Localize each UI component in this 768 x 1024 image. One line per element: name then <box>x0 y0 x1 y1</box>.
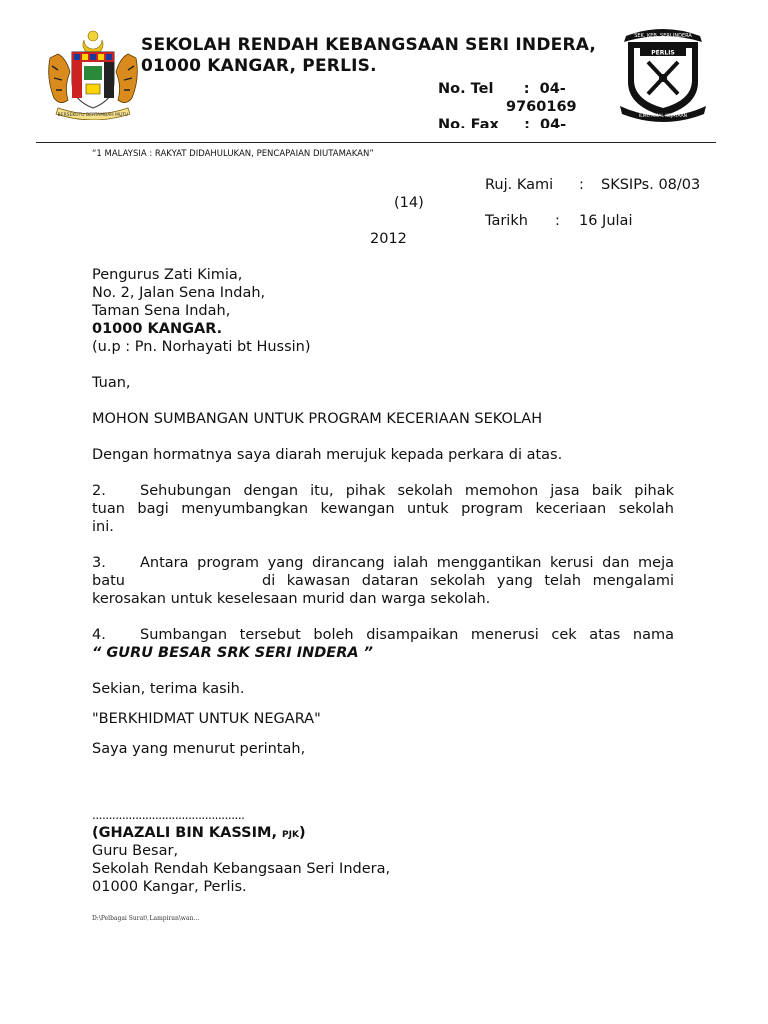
contact-block <box>438 80 580 128</box>
recipient-address <box>92 266 311 356</box>
recipient-line: No. 2, Jalan Sena Indah, <box>92 285 266 301</box>
fax-line: No. Fax : 04- <box>438 117 567 128</box>
school-crest-emblem <box>618 22 708 122</box>
paragraph-3-number: 3. <box>92 555 106 571</box>
school-name-line1: SEKOLAH RENDAH KEBANGSAAN SERI INDERA, <box>141 35 597 55</box>
recipient-line: Pengurus Zati Kimia, <box>92 267 243 283</box>
signatory-honorific: PJK <box>282 830 299 840</box>
tel-number: 9760169 <box>506 99 577 115</box>
signatory-school: Sekolah Rendah Kebangsaan Seri Indera, <box>92 861 391 877</box>
malaysia-coat-of-arms-emblem <box>44 28 142 120</box>
paragraph-3-word: batu <box>92 573 125 589</box>
date-label: Tarikh <box>485 213 528 229</box>
date-year: 2012 <box>370 231 407 247</box>
tel-label-line: No. Tel : 04- <box>438 81 566 97</box>
crest-top-text: SEK. KEB. SERI INDERA <box>634 33 692 39</box>
ruj-separator: : <box>579 177 584 193</box>
paragraph-2-line: Sehubungan dengan itu, pihak sekolah memohon jasa baik pihak <box>140 483 674 499</box>
salutation: Tuan, <box>92 375 131 391</box>
date-separator: : <box>555 213 560 229</box>
school-address-line2: 01000 KANGAR, PERLIS. <box>141 56 377 76</box>
cheque-payee: “ GURU BESAR SRK SERI INDERA ” <box>92 645 373 661</box>
motto-line: “1 MALAYSIA : RAKYAT DIDAHULUKAN, PENCAPAIAN DIUTAMAKAN” <box>92 149 374 159</box>
header-divider <box>36 142 716 143</box>
yours-faithfully: Saya yang menurut perintah, <box>92 741 306 757</box>
signature-line: .............................................. <box>92 808 245 822</box>
letter-subject: MOHON SUMBANGAN UNTUK PROGRAM KECERIAAN SEKOLAH <box>92 411 543 427</box>
signatory-name <box>92 824 306 844</box>
paragraph-3-line: Antara program yang dirancang ialah menggantikan kerusi dan meja <box>140 555 674 571</box>
crest-state-text: PERLIS <box>651 49 675 57</box>
file-path-footer: D:\Pelbagai Surat\ Lampiran\wan… <box>92 915 200 922</box>
svg-text:BERSEKUTU BERTAMBAH MUTU: BERSEKUTU BERTAMBAH MUTU <box>57 113 129 118</box>
paragraph-3-line: di kawasan dataran sekolah yang telah mengalami <box>262 573 674 589</box>
date-value: 16 Julai <box>579 213 633 229</box>
recipient-line: Taman Sena Indah, <box>92 303 231 319</box>
paragraph-2-line: tuan bagi menyumbangkan kewangan untuk program keceriaan sekolah <box>92 501 674 517</box>
paragraph-3-line: kerosakan untuk keselesaan murid dan warga sekolah. <box>92 591 491 607</box>
paragraph-2-line: ini. <box>92 519 114 535</box>
recipient-city: 01000 KANGAR. <box>92 321 223 337</box>
slogan: "BERKHIDMAT UNTUK NEGARA" <box>92 711 321 727</box>
ruj-value: SKSIPs. 08/03 <box>601 177 701 193</box>
paragraph-1: Dengan hormatnya saya diarah merujuk kepada perkara di atas. <box>92 447 563 463</box>
paragraph-4-line: Sumbangan tersebut boleh disampaikan menerusi cek atas nama <box>140 627 674 643</box>
signatory-name-text: (GHAZALI BIN KASSIM, <box>92 825 277 841</box>
ruj-label: Ruj. Kami <box>485 177 554 193</box>
school-name-heading <box>141 35 596 77</box>
crest-bottom-text: ILMU AMAL KEJAYAAN <box>638 114 688 119</box>
ruj-value-cont: (14) <box>394 195 424 211</box>
paragraph-4-number: 4. <box>92 627 106 643</box>
paragraph-2-number: 2. <box>92 483 106 499</box>
signatory-position: Guru Besar, <box>92 843 179 859</box>
recipient-attention: (u.p : Pn. Norhayati bt Hussin) <box>92 339 311 355</box>
closing-remark: Sekian, terima kasih. <box>92 681 245 697</box>
signatory-name-close: ) <box>298 825 306 841</box>
signatory-address: 01000 Kangar, Perlis. <box>92 879 247 895</box>
